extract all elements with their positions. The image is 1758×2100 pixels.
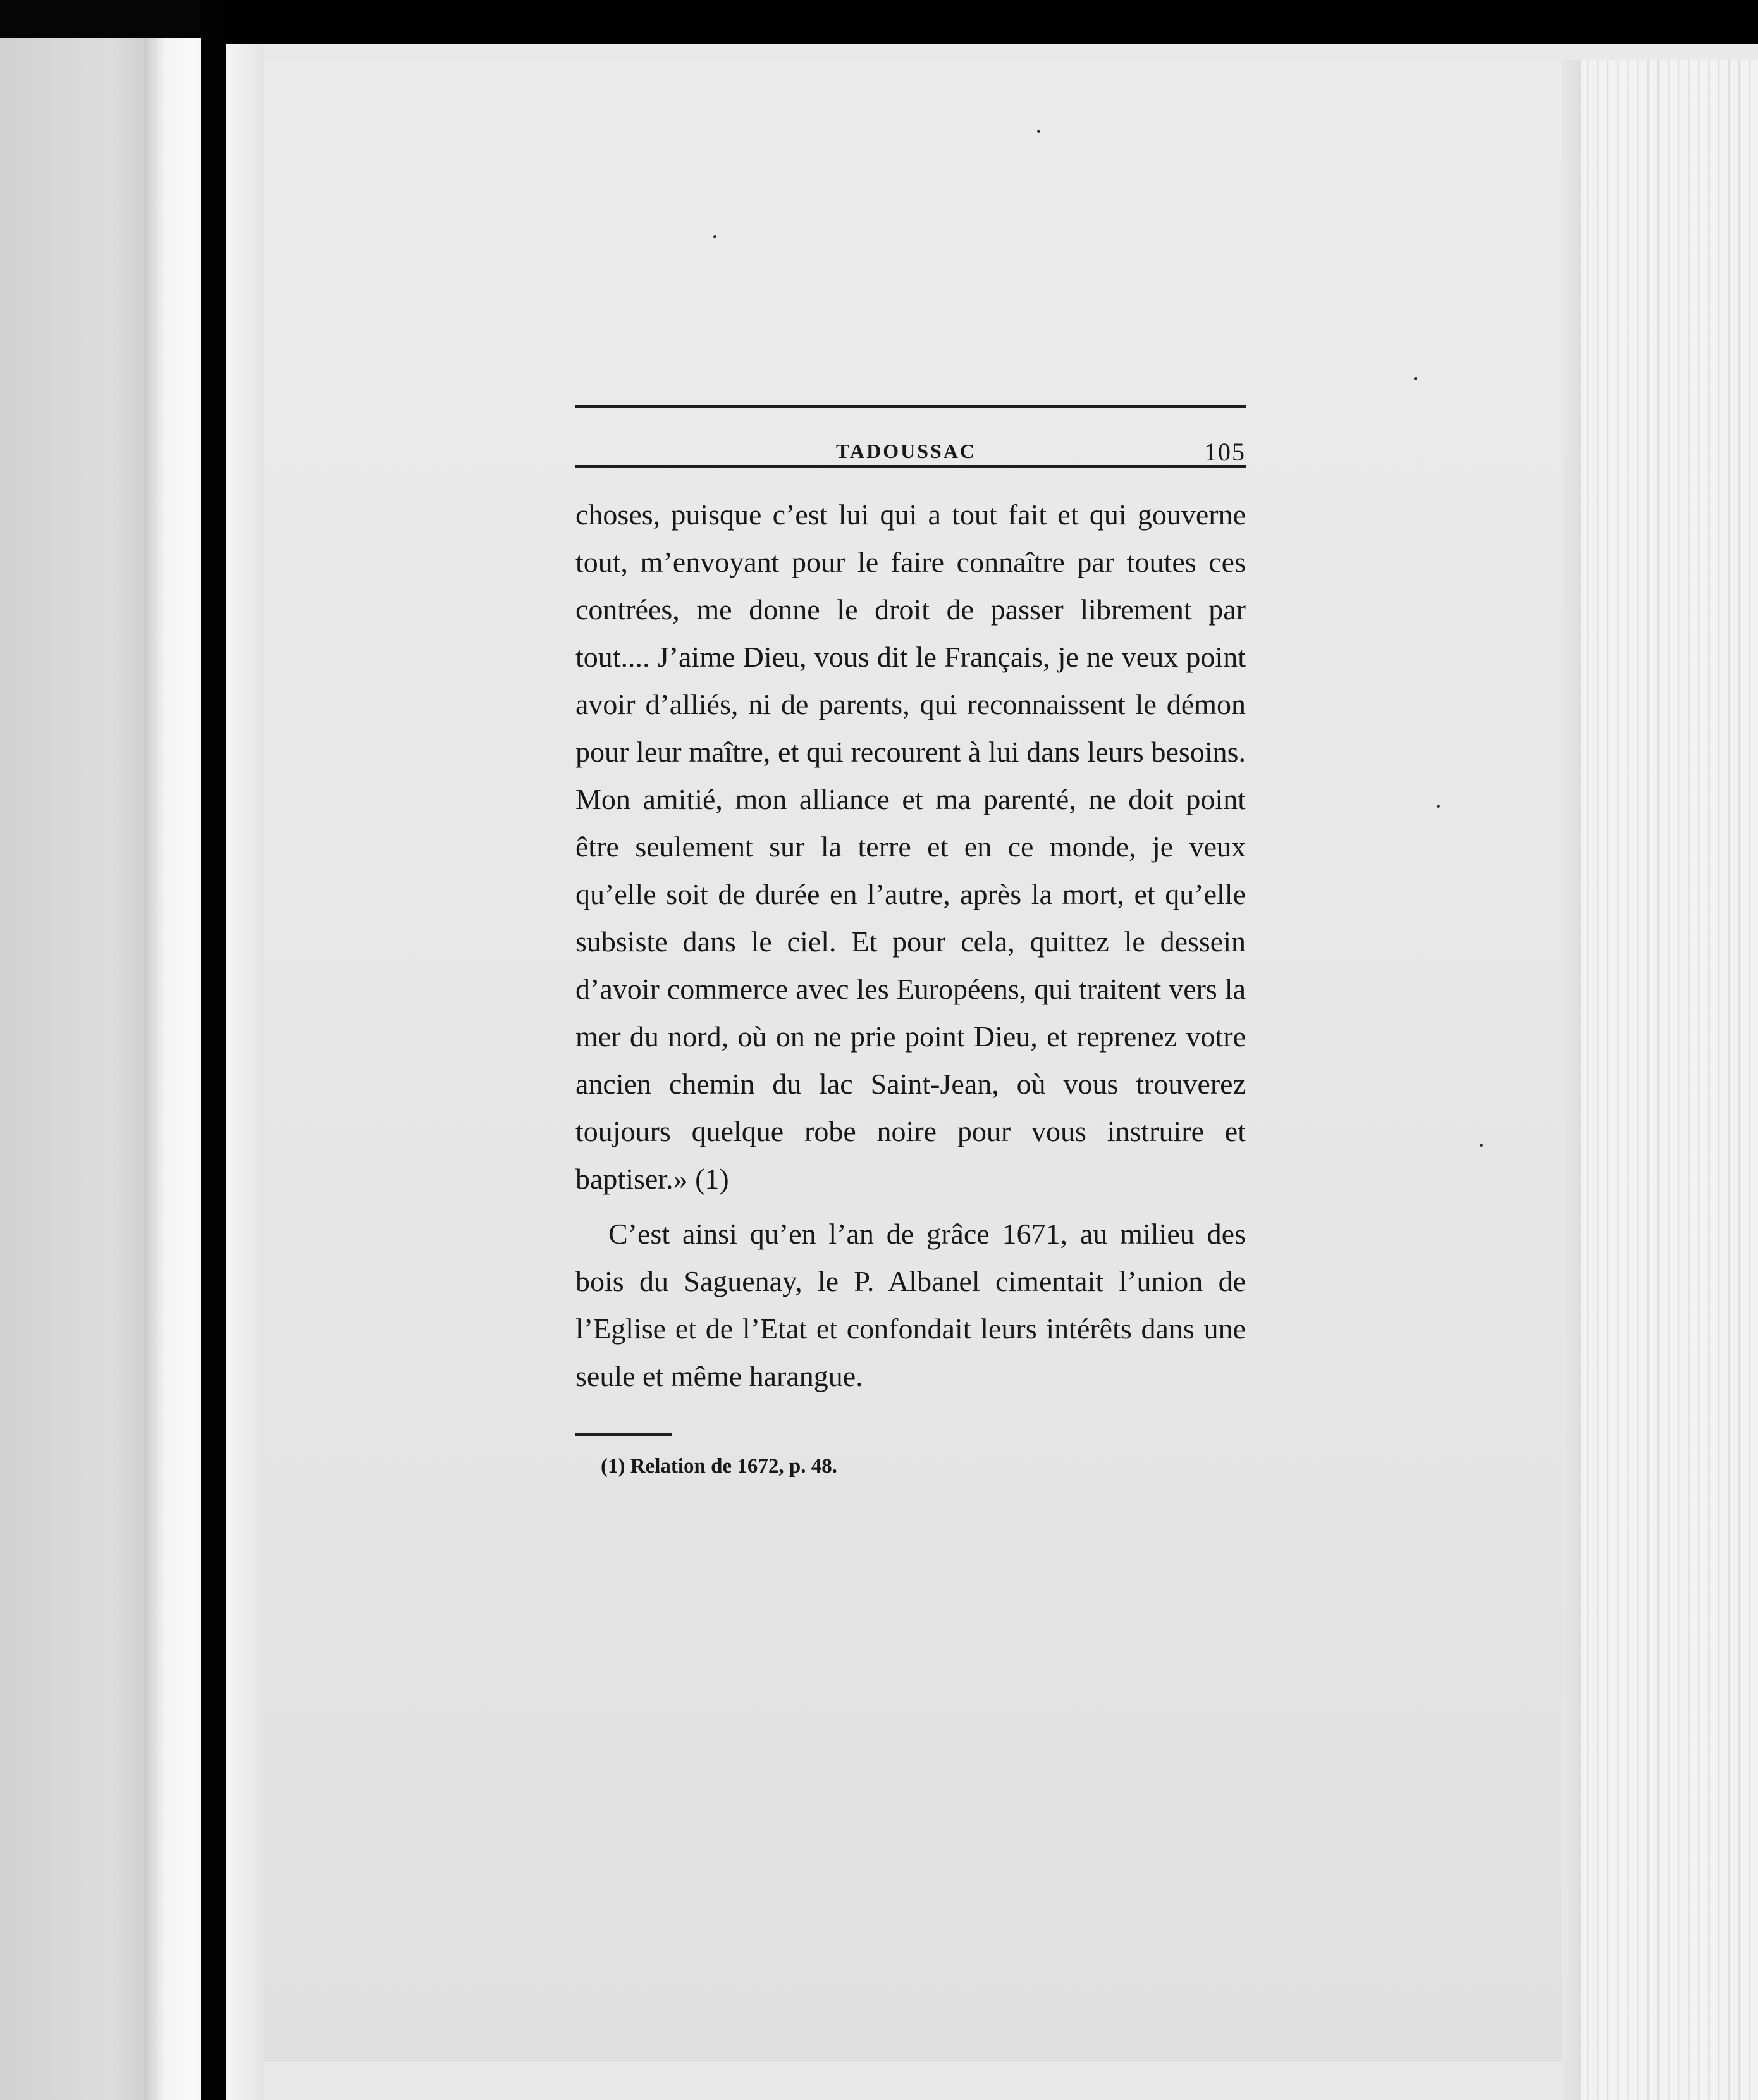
paper-speck	[1037, 130, 1040, 133]
page-number: 105	[1204, 438, 1246, 466]
paper-speck	[1437, 805, 1440, 808]
page-rim	[226, 44, 264, 2100]
paragraph: choses, puisque c’est lui qui a tout fait et qui gouverne tout, m’envoyant pour le faire connaître par toutes ces contrées, me donne le droit de passer librement par tout.... J’aime Dieu, vous dit le Français, je ne veux point avoir d’alliés, ni de parents, qui reconnaissent le démon pour leur maître, et qui recourent à lui dans leurs besoins. Mon amitié, mon alliance et ma parenté, ne doit point être seulement sur la terre et en ce monde, je veux qu’elle soit de durée en l’autre, après la mort, et qu’elle subsiste dans le ciel. Et pour cela, quittez le dessein d’avoir commerce avec les Européens, qui traitent vers la mer du nord, où on ne prie point Dieu, et reprenez votre ancien chemin du lac Saint-Jean, où vous trouverez toujours quelque robe noire pour vous instruire et baptiser.» (1)	[575, 498, 1246, 1195]
paper-speck	[1414, 377, 1417, 380]
left-page-edge	[0, 38, 201, 2100]
paper-speck	[713, 235, 716, 238]
body-text	[575, 491, 1246, 1400]
text-column	[575, 405, 1246, 1478]
top-shadow	[226, 0, 1758, 46]
book-gutter	[201, 0, 226, 2100]
paper-speck	[1480, 1144, 1483, 1147]
page-header	[575, 408, 1246, 465]
footnote: (1) Relation de 1672, p. 48.	[601, 1455, 837, 1478]
footnote-rule	[575, 1433, 672, 1436]
running-head: TADOUSSAC	[836, 440, 976, 462]
page-stack-edges	[1581, 60, 1758, 2100]
paragraph: C’est ainsi qu’en l’an de grâce 1671, au milieu des bois du Saguenay, le P. Albanel cimentait l’union de l’Eglise et de l’Etat et confondait leurs intérêts dans une seule et même harangue.	[575, 1218, 1246, 1392]
left-page-margin	[144, 38, 196, 2100]
header-bottom-rule	[575, 465, 1246, 468]
